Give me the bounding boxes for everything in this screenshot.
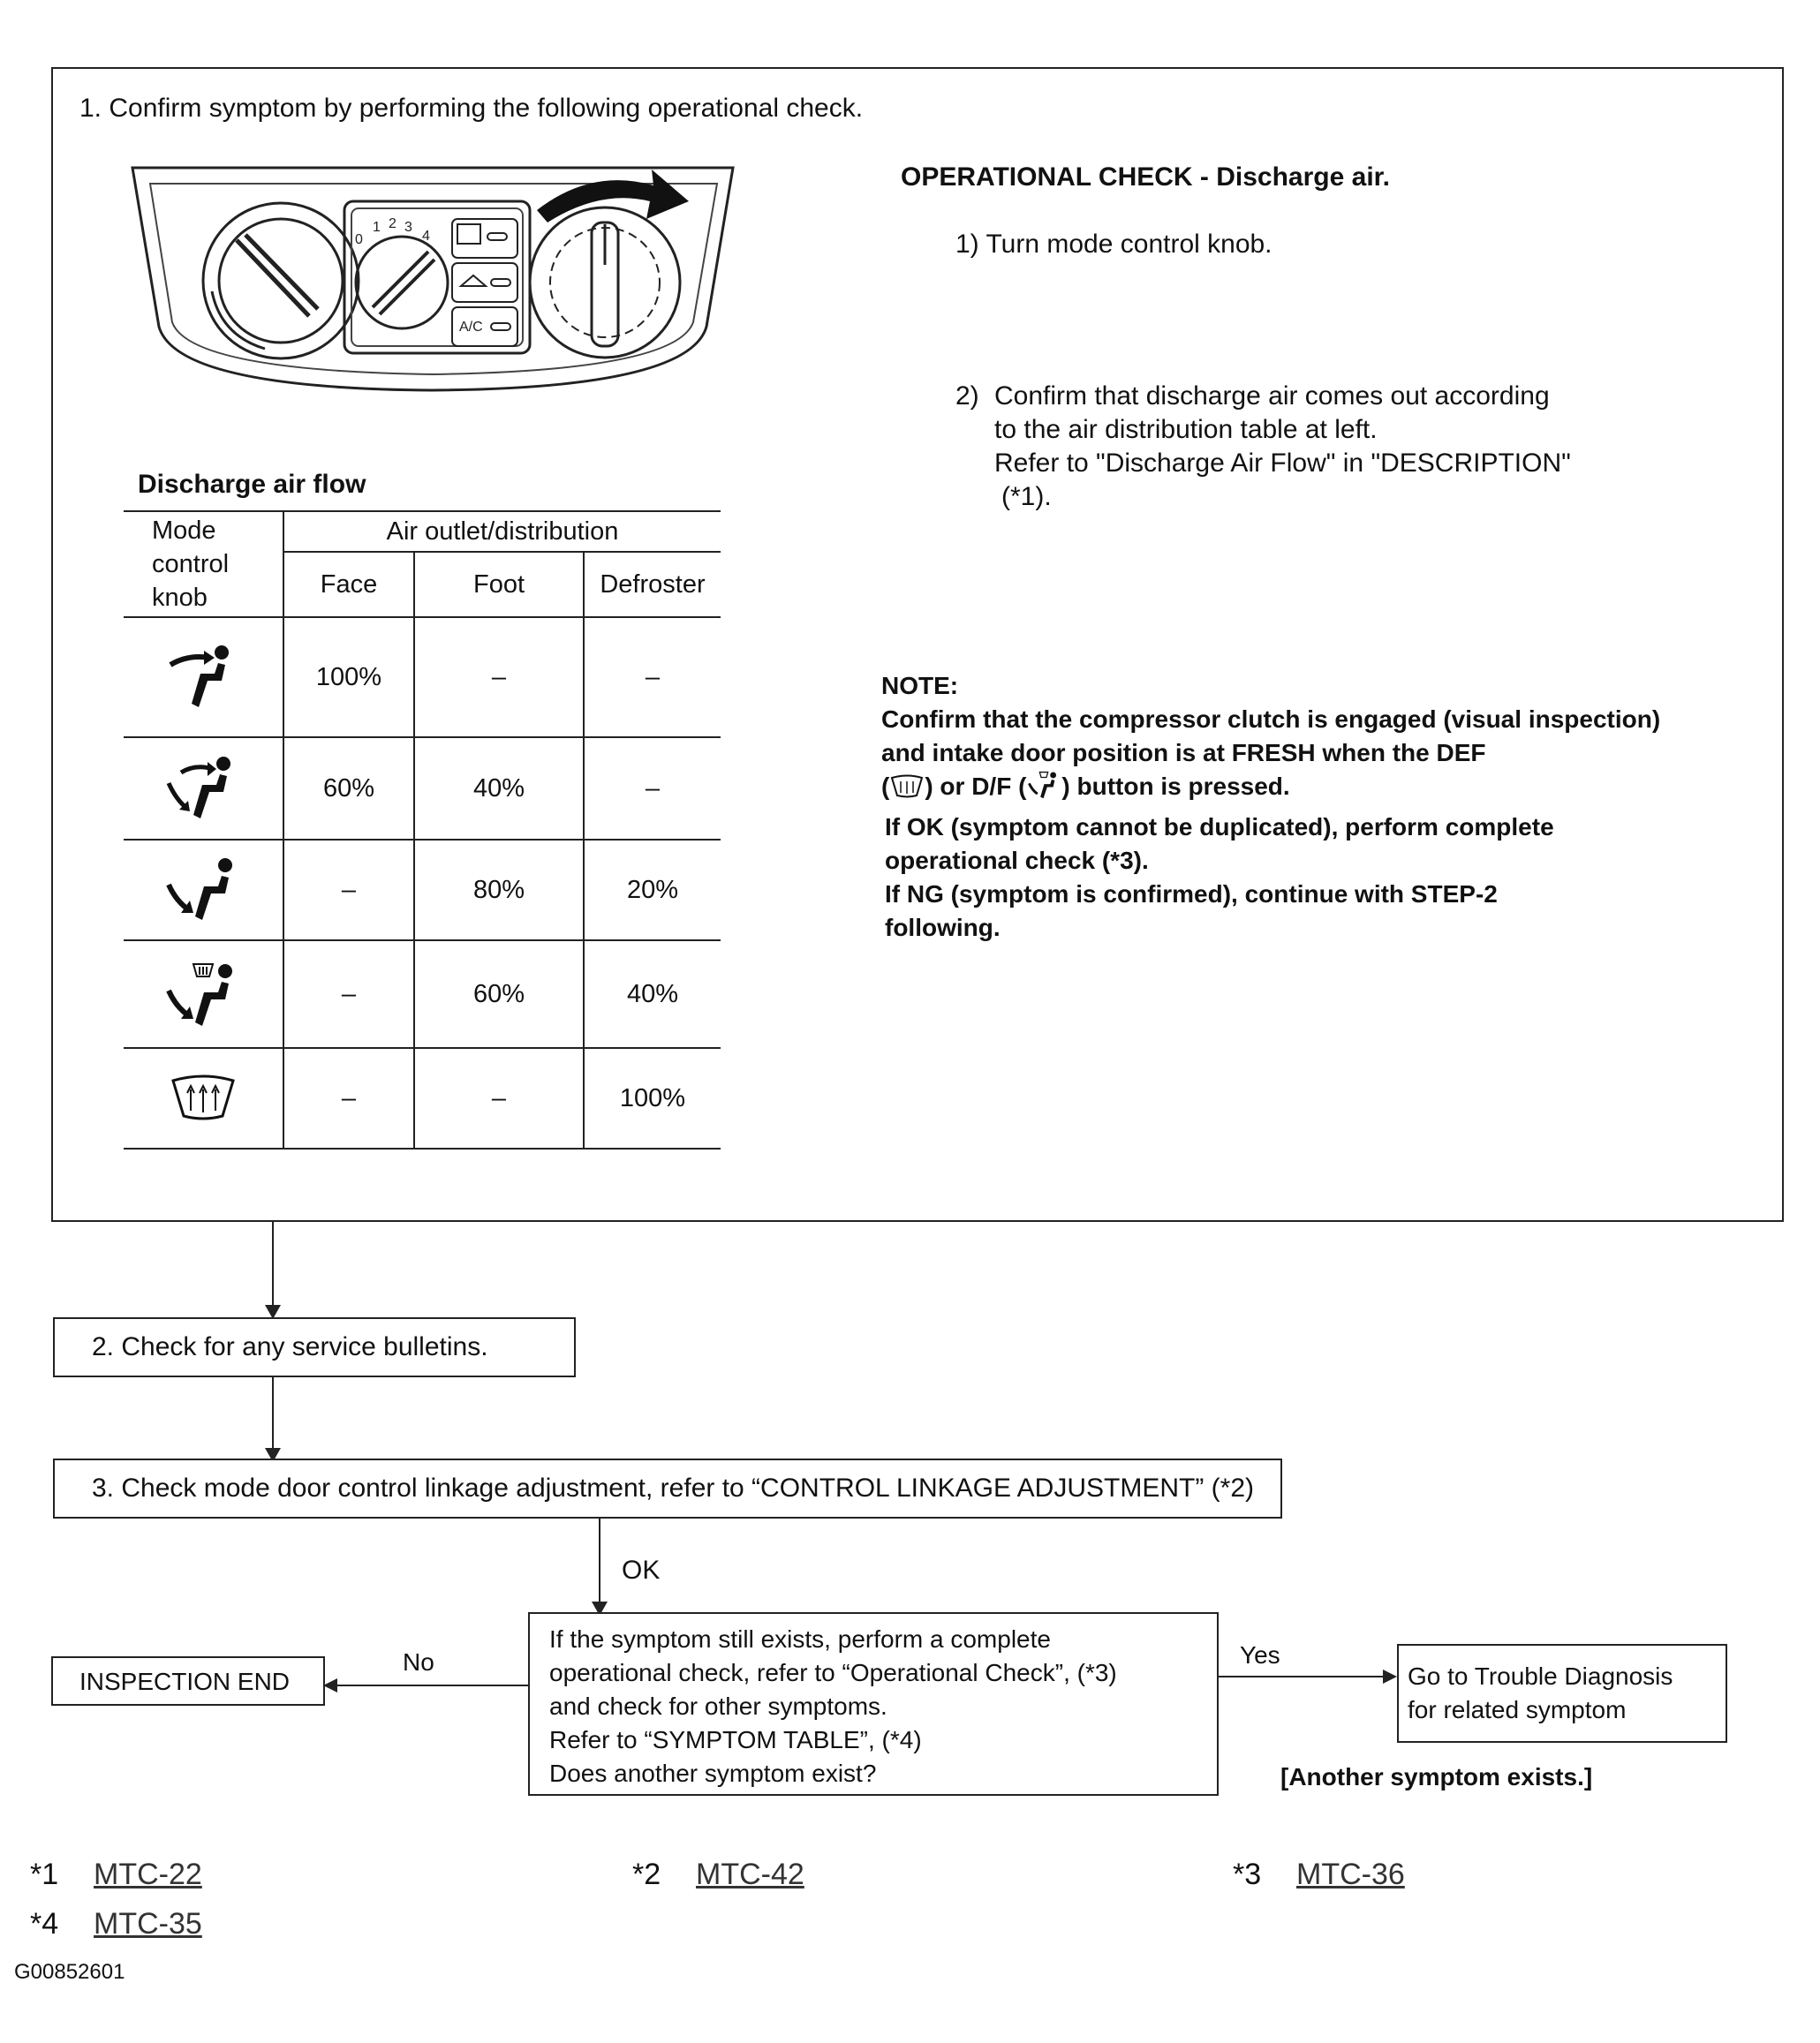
table-cell: – [283,940,414,1048]
table-cell: – [283,1048,414,1149]
table-cell: 40% [414,737,584,840]
ref-mark-4: *4 [30,1907,59,1941]
foot-mode-icon [124,840,283,940]
op-check-step2-line1: Confirm that discharge air comes out according [994,381,1550,411]
decision-line2: operational check, refer to “Operational Check”, (*3) [549,1659,1117,1686]
vent-mode-icon [124,617,283,737]
note-line3 [881,770,1290,803]
temperature-knob-icon [203,203,359,358]
note-line6: If NG (symptom is confirmed), continue with STEP-2 [885,880,1498,908]
arrow-right-icon [1383,1670,1397,1684]
figure-id: G00852601 [14,1960,125,1984]
table-cell: 100% [584,1048,721,1149]
discharge-air-flow-table [124,510,721,1150]
op-check-step1: 1) Turn mode control knob. [955,230,1272,259]
step1-title: 1. Confirm symptom by performing the following operational check. [79,94,864,123]
defrost-mode-icon [124,1048,283,1149]
table-cell: 20% [584,840,721,940]
mode-control-knob-icon [530,207,680,358]
ref-mark-3: *3 [1233,1858,1262,1891]
step3-text: 3. Check mode door control linkage adjustment, refer to “CONTROL LINKAGE ADJUSTMENT” (*2) [92,1474,1255,1503]
arrow-left-icon [323,1678,337,1692]
decision-line4: Refer to “SYMPTOM TABLE”, (*4) [549,1726,922,1753]
op-check-title: OPERATIONAL CHECK - Discharge air. [901,162,1391,192]
note-line7: following. [885,914,1001,941]
ref-link-mtc-36[interactable]: MTC-36 [1296,1858,1405,1891]
table-cell: – [283,840,414,940]
svg-text:1: 1 [373,220,381,235]
panel-buttons [452,219,517,346]
df-button-icon [1026,770,1061,800]
op-check-step2-line3: Refer to "Discharge Air Flow" in "DESCRIPTION" [994,449,1571,478]
step2-text: 2. Check for any service bulletins. [92,1332,488,1361]
ref-link-mtc-35[interactable]: MTC-35 [94,1907,202,1941]
table-header-foot: Foot [414,552,584,617]
hvac-control-panel-illustration [124,159,742,397]
svg-text:0: 0 [355,232,363,247]
table-title: Discharge air flow [138,470,366,499]
table-row [124,617,721,737]
turn-direction-arrow-icon [537,170,689,222]
fan-speed-knob-icon [355,216,448,328]
bilevel-mode-icon [124,737,283,840]
connector-step1-step2 [272,1222,274,1310]
decision-line3: and check for other symptoms. [549,1692,887,1720]
note-label: NOTE: [881,672,959,699]
table-cell: – [414,1048,584,1149]
ref-link-mtc-22[interactable]: MTC-22 [94,1858,202,1891]
note-line2: and intake door position is at FRESH when the DEF [881,739,1486,766]
connector-step3-decision [599,1519,600,1607]
ref-mark-2: *2 [632,1858,661,1891]
table-header-group: Air outlet/distribution [283,511,721,552]
decision-line1: If the symptom still exists, perform a complete [549,1625,1051,1653]
table-cell: – [584,617,721,737]
table-cell: 80% [414,840,584,940]
ok-label: OK [622,1556,661,1585]
table-cell: 100% [283,617,414,737]
table-cell: 60% [283,737,414,840]
connector-no [336,1685,528,1686]
connector-step2-step3 [272,1377,274,1451]
table-cell: 60% [414,940,584,1048]
table-cell: – [584,737,721,840]
table-cell: 40% [584,940,721,1048]
table-cell: – [414,617,584,737]
table-row [124,940,721,1048]
note-line5: operational check (*3). [885,847,1149,874]
svg-text:2: 2 [389,216,396,231]
note-line3-b: ) or D/F ( [925,773,1027,800]
decision-line5: Does another symptom exist? [549,1760,877,1787]
another-symptom-label: [Another symptom exists.] [1280,1763,1593,1790]
table-row [124,1048,721,1149]
note-line4: If OK (symptom cannot be duplicated), perform complete [885,813,1554,841]
no-label: No [403,1648,434,1676]
trouble-diagnosis-line2: for related symptom [1408,1696,1627,1723]
note-line1: Confirm that the compressor clutch is engaged (visual inspection) [881,705,1661,733]
op-check-step2-line2: to the air distribution table at left. [994,415,1378,444]
yes-label: Yes [1240,1641,1280,1669]
op-check-step2-number: 2) [955,381,979,411]
table-header-defroster: Defroster [584,552,721,617]
svg-text:3: 3 [404,220,412,235]
svg-text:4: 4 [422,229,430,244]
op-check-step2-line4: (*1). [1001,482,1052,511]
connector-yes [1219,1676,1386,1677]
note-line3-a: ( [881,773,890,800]
table-row [124,840,721,940]
def-button-icon [889,773,925,800]
note-line3-c: ) button is pressed. [1061,773,1290,800]
table-row [124,737,721,840]
foot-defrost-mode-icon [124,940,283,1048]
ref-mark-1: *1 [30,1858,59,1891]
inspection-end-text: INSPECTION END [79,1668,291,1695]
table-header-face: Face [283,552,414,617]
ref-link-mtc-42[interactable]: MTC-42 [696,1858,804,1891]
table-header-mode: Mode control knob [124,511,283,617]
svg-text:A/C: A/C [459,320,483,335]
trouble-diagnosis-line1: Go to Trouble Diagnosis [1408,1662,1673,1690]
